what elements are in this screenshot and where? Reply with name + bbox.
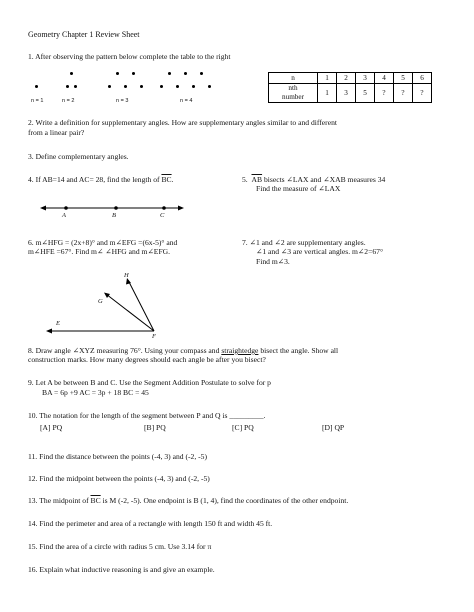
question-8: [28, 346, 448, 365]
table-cell: 3: [337, 84, 356, 103]
table-cell: 4: [375, 73, 394, 84]
pattern-label: n = 4: [180, 98, 193, 104]
question-7-line-3: Find m∠3.: [256, 256, 290, 266]
question-2-line-2: from a linear pair?: [28, 128, 85, 137]
point-label-a: A: [62, 212, 66, 219]
question-9-line-1: 9. Let A be between B and C. Use the Segment Addition Postulate to solve for p: [28, 378, 271, 387]
point-label-c: C: [160, 212, 165, 219]
question-15: 15. Find the area of a circle with radius 5 cm. Use 3.14 for π: [28, 542, 212, 551]
line-abc: [40, 206, 184, 211]
page-title: Geometry Chapter 1 Review Sheet: [28, 30, 140, 39]
question-6-line-1: 6. m∠HFG = (2x+8)° and m∠EFG =(6x-5)° and: [28, 238, 178, 247]
question-13-text-end: is M (-2, -5). One endpoint is B (1, 4), find the coordinates of the other endpoint.: [100, 496, 349, 505]
pattern-label: n = 2: [62, 98, 75, 104]
question-7-line-1: 7. ∠1 and ∠2 are supplementary angles.: [242, 238, 366, 247]
question-14: 14. Find the perimeter and area of a rectangle with length 150 ft and width 45 ft.: [28, 519, 273, 528]
question-12: 12. Find the midpoint between the points (-4, 3) and (-2, -5): [28, 474, 210, 483]
choice-b: [B] PQ: [144, 423, 166, 432]
pattern-label: n = 1: [31, 98, 44, 104]
question-8-line-2: construction marks. How many degrees should each angle be after you bisect?: [28, 355, 266, 365]
table-header-number: number: [282, 93, 304, 101]
question-4-period: .: [171, 175, 174, 184]
point-label-f: F: [152, 333, 156, 340]
question-5-line-2: Find the measure of ∠LAX: [256, 184, 341, 194]
question-1-text: 1. After observing the pattern below complete the table to the right: [28, 52, 231, 61]
question-6: [28, 238, 238, 257]
question-10-choices: [40, 423, 460, 435]
question-3: 3. Define complementary angles.: [28, 152, 129, 161]
question-8-text: 8. Draw angle ∠XYZ measuring 76°. Using your compass and: [28, 346, 222, 355]
question-4-text: 4. If AB=14 and AC= 28, find the length of: [28, 175, 162, 184]
question-10-line-1: 10. The notation for the length of the segment between P and Q is _________.: [28, 411, 266, 420]
question-9-line-2: BA = 6p +9 AC = 3p + 18 BC = 45: [42, 388, 149, 397]
question-6-line-2: m∠HFE =67°. Find m∠ ∠HFG and m∠EFG.: [28, 247, 171, 257]
table-cell: 2: [337, 73, 356, 84]
table-cell: 5: [394, 73, 413, 84]
question-7-line-2: ∠1 and ∠3 are vertical angles. m∠2=67°: [256, 247, 383, 257]
table-cell: 3: [356, 73, 375, 84]
table-header-nth: nth: [288, 84, 298, 92]
table-cell: ?: [394, 84, 413, 103]
question-8-text-end: bisect the angle. Show all: [258, 346, 339, 355]
choice-d: [D] QP: [322, 423, 345, 432]
point-label-h: H: [124, 272, 129, 279]
question-5-number: 5.: [242, 175, 248, 184]
segment-bc: $\overline{BC}$: [90, 496, 101, 505]
table-cell: ?: [413, 84, 432, 103]
point-label-g: G: [98, 298, 103, 305]
question-8-line-1: [28, 346, 448, 355]
segment-bc: $\overline{BC}$: [161, 175, 172, 184]
question-11: 11. Find the distance between the points (-4, 3) and (-2, -5): [28, 452, 207, 461]
choice-a: [A] PQ: [40, 423, 63, 432]
point-label-b: B: [112, 212, 116, 219]
point-label-e: E: [56, 320, 60, 327]
choice-c: [C] PQ: [232, 423, 254, 432]
table-cell: 6: [413, 73, 432, 84]
question-16: 16. Explain what inductive reasoning is and give an example.: [28, 565, 215, 574]
table-cell: 5: [356, 84, 375, 103]
question-13: [28, 496, 448, 505]
question-5-text: bisects ∠LAX and ∠XAB measures 34: [262, 175, 386, 184]
segment-ab: $\overline{AB}$: [251, 175, 263, 184]
question-7: [242, 238, 462, 266]
table-header-n: n: [269, 73, 318, 84]
table-cell: 1: [318, 84, 337, 103]
table-cell: ?: [375, 84, 394, 103]
pattern-label: n = 3: [116, 98, 129, 104]
question-13-text: 13. The midpoint of: [28, 496, 91, 505]
straightedge-word: straightedge: [221, 346, 259, 355]
question-2-line-1: 2. Write a definition for supplementary angles. How are supplementary angles similar to and different: [28, 118, 337, 127]
table-cell: 1: [318, 73, 337, 84]
